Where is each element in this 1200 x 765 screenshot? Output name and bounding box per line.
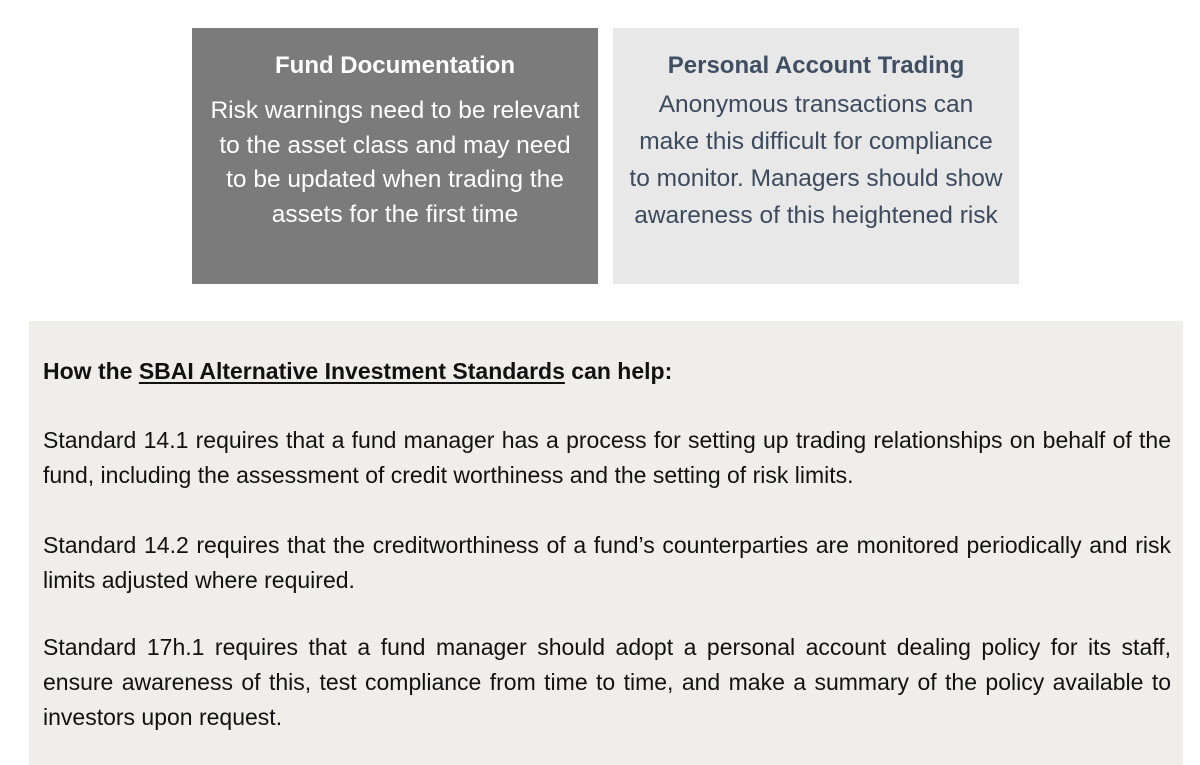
card-title: Personal Account Trading	[667, 52, 965, 79]
fund-documentation-card	[192, 28, 598, 284]
personal-account-trading-card	[613, 28, 1019, 284]
card-body: Risk warnings need to be relevant to the asset class and may need to be updated when trading the assets for the first time	[210, 97, 580, 228]
standard-14-2-paragraph: Standard 14.2 requires that the creditworthiness of a fund’s counterparties are monitored periodically and risk limits adjusted where required.	[43, 532, 1171, 593]
standards-help-panel	[29, 321, 1183, 765]
heading-suffix: can help:	[564, 358, 673, 384]
standard-17h-1-paragraph: Standard 17h.1 requires that a fund manager should adopt a personal account dealing policy for its staff, ensure awareness of this, test compliance from time to time, and make a summary of the policy available to investors upon request.	[43, 634, 1171, 730]
card-body: Anonymous transactions can make this difficult for compliance to monitor. Managers should show awareness of this heightened risk	[629, 91, 1003, 229]
card-title: Fund Documentation	[275, 52, 515, 79]
heading-prefix: How the	[43, 358, 139, 384]
sbai-standards-link[interactable]: SBAI Alternative Investment Standards	[138, 358, 565, 384]
panel-heading	[43, 356, 672, 386]
standard-14-1-paragraph: Standard 14.1 requires that a fund manager has a process for setting up trading relationships on behalf of the fund, including the assessment of credit worthiness and the setting of risk limits.	[43, 427, 1171, 488]
